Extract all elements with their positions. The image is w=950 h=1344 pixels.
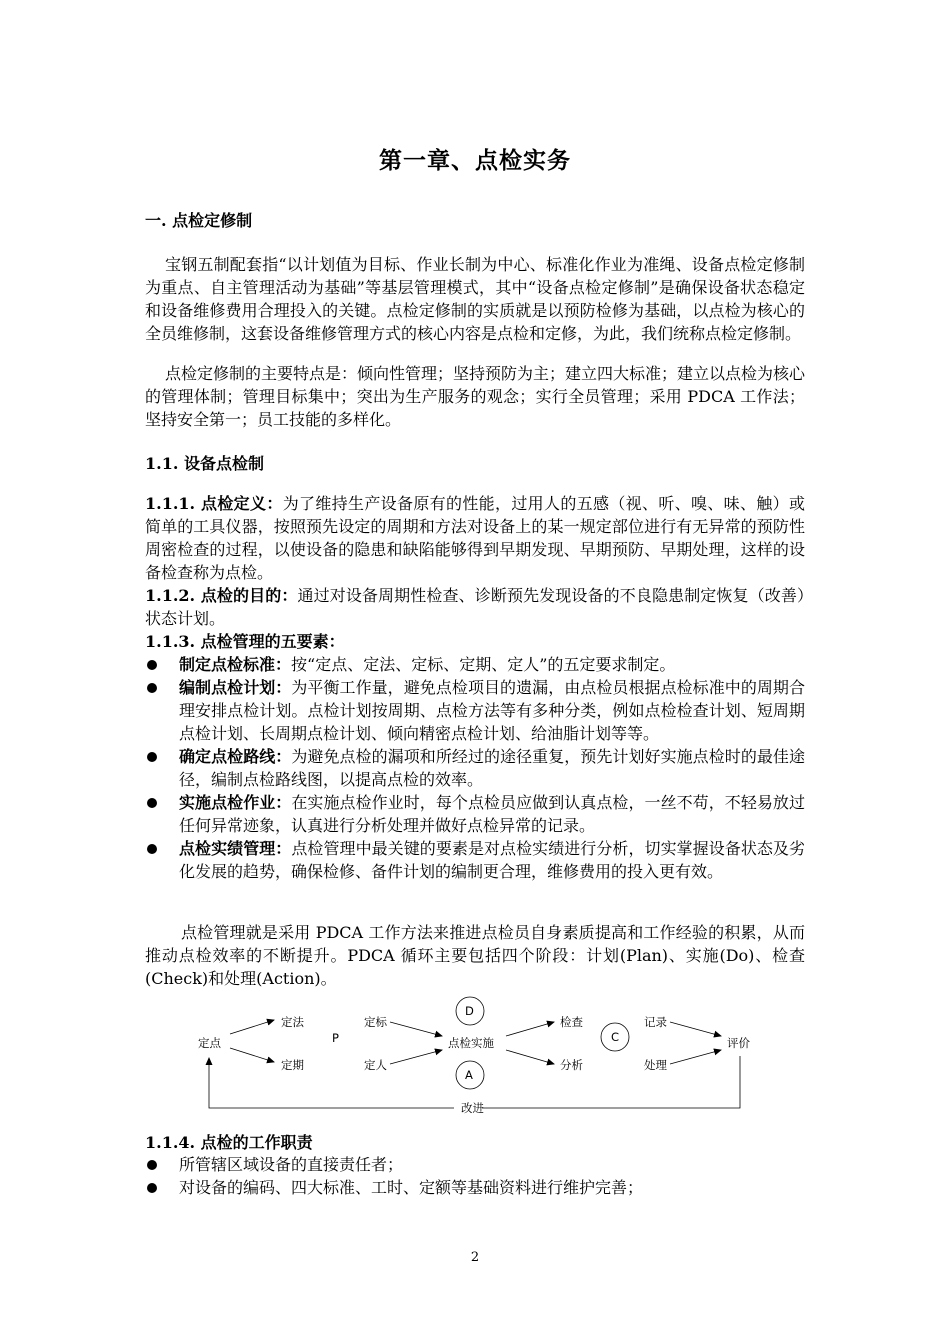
purpose-paragraph [145,584,805,630]
node-c: C [611,1030,620,1044]
arrow-chuli-pingjia [670,1050,721,1064]
bullet-icon [147,660,157,670]
list-item-text: 点检管理中最关键的要素是对点检实绩进行分析，切实掌握设备状态及劣化发展的趋势，确保检修、备件计划的编制更合理，维修费用的投入更有效。 [179,839,805,881]
list-item [145,745,805,791]
list-item-label: 实施点检作业： [179,793,292,812]
node-shishi: 点检实施 [448,1036,494,1050]
bullet-icon [147,752,157,762]
list-item-label: 编制点检计划： [179,678,292,697]
node-chuli: 处理 [644,1058,667,1072]
section-heading-1: 一. 点检定修制 [145,211,253,230]
list-item [145,791,805,837]
node-dingdian: 定点 [198,1036,221,1050]
list-item [145,676,805,745]
bullet-icon [147,844,157,854]
definition-paragraph [145,492,805,584]
arrow-shishi-jiancha [506,1022,554,1036]
list-item-text: 对设备的编码、四大标准、工时、定额等基础资料进行维护完善； [179,1178,644,1197]
purpose-label: 1.1.2. 点检的目的： [145,586,298,605]
list-item-text: 所管辖区域设备的直接责任者； [179,1155,404,1174]
feedback-line-right [482,1056,740,1108]
definition-label: 1.1.1. 点检定义： [145,494,283,513]
list-item [145,837,805,883]
five-elements-list [145,653,805,883]
arrow-dingdian-dingfa [230,1020,274,1034]
node-d: D [465,1004,474,1018]
arrow-dingbiao-shishi [390,1022,442,1036]
chapter-title: 第一章、点检实务 [379,147,571,174]
node-gaijin: 改进 [461,1101,484,1115]
purpose-text: 通过对设备周期性检查、诊断预先发现设备的不良隐患制定恢复（改善）状态计划。 [145,586,805,628]
duties-list [145,1153,805,1199]
list-item [145,1153,805,1176]
node-pingjia: 评价 [727,1036,750,1050]
node-fenxi: 分析 [560,1058,583,1072]
definition-text: 为了维持生产设备原有的性能，过用人的五感（视、听、嗅、味、触）或简单的工具仪器，按照预先设定的周期和方法对设备上的某一规定部位进行有无异常的预防性周密检查的过程，以使设备的隐患和缺陷能够得到早期发现、早期预防、早期处理，这样的设备检查称为点检。 [145,494,805,582]
section-heading-1-1-4: 1.1.4. 点检的工作职责 [145,1133,313,1152]
node-dingbiao: 定标 [364,1015,387,1029]
arrow-shishi-fenxi [506,1050,554,1064]
node-p: P [332,1031,339,1045]
bullet-icon [147,798,157,808]
bullet-icon [147,683,157,693]
list-item-text: 为平衡工作量，避免点检项目的遗漏，由点检员根据点检标准中的周期合理安排点检计划。点检计划按周期、点检方法等有多种分类，例如点检检查计划、短周期点检计划、长周期点检计划、倾向精密点检计划、给油脂计划等等。 [179,678,805,743]
arrow-dingren-shishi [390,1050,442,1064]
section-1-paragraph-1: 宝钢五制配套指“以计划值为目标、作业长制为中心、标准化作业为准绳、设备点检定修制为重点、自主管理活动为基础”等基层管理模式，其中“设备点检定修制”是确保设备状态稳定和设备维修费用合理投入的关键。点检定修制的实质就是以预防检修为基础，以点检为核心的全员维修制，这套设备维修管理方式的核心内容是点检和定修，为此，我们统称点检定修制。 [145,255,805,343]
node-jilu: 记录 [644,1015,667,1029]
arrow-dingdian-dingqi [230,1048,274,1062]
section-heading-1-1: 1.1. 设备点检制 [145,454,264,473]
node-a: A [465,1068,473,1082]
feedback-arrow-left [209,1058,454,1108]
page-number: 2 [470,1250,480,1265]
list-item [145,653,805,676]
node-dingren: 定人 [364,1058,387,1072]
pdca-paragraph: 点检管理就是采用 PDCA 工作方法来推进点检员自身素质提高和工作经验的积累，从而推动点检效率的不断提升。PDCA 循环主要包括四个阶段：计划(Plan)、实施(Do)、检查(Check)和处理(Action)。 [145,923,805,988]
pdca-cycle-diagram [190,996,770,1120]
list-item-label: 确定点检路线： [179,747,292,766]
five-elements-heading: 1.1.3. 点检管理的五要素： [145,632,345,651]
node-jiancha: 检查 [560,1015,583,1029]
arrow-jilu-pingjia [670,1022,721,1036]
section-1-paragraph-2: 点检定修制的主要特点是：倾向性管理；坚持预防为主；建立四大标准；建立以点检为核心的管理体制；管理目标集中；突出为生产服务的观念；实行全员管理；采用 PDCA 工作法；坚持安全第一；员工技能的多样化。 [145,364,806,429]
bullet-icon [147,1160,157,1170]
node-dingqi: 定期 [281,1058,304,1072]
list-item-text: 按“定点、定法、定标、定期、定人”的五定要求制定。 [291,655,676,674]
list-item-label: 点检实绩管理： [179,839,292,858]
list-item-label: 制定点检标准： [179,655,292,674]
bullet-icon [147,1183,157,1193]
node-dingfa: 定法 [281,1015,304,1029]
list-item [145,1176,805,1199]
list-item-text: 为避免点检的漏项和所经过的途径重复，预先计划好实施点检时的最佳途径，编制点检路线图，以提高点检的效率。 [179,747,805,789]
list-item-text: 在实施点检作业时，每个点检员应做到认真点检，一丝不苟，不轻易放过任何异常迹象，认真进行分析处理并做好点检异常的记录。 [179,793,805,835]
